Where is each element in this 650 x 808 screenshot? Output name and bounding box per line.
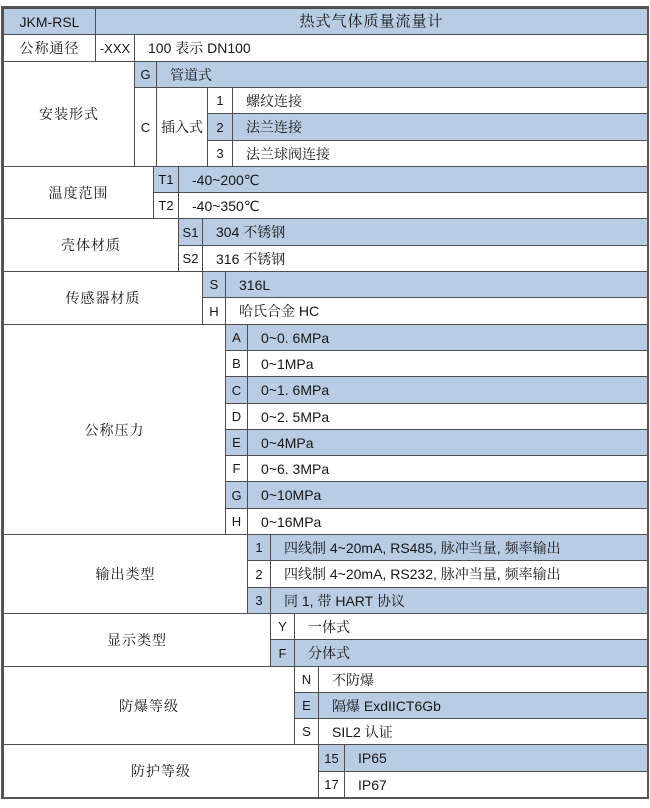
option-code: G — [134, 61, 157, 88]
product-title: 热式气体质量流量计 — [95, 8, 648, 35]
section-temperature-label: 温度范围 — [3, 166, 154, 219]
option-code: B — [225, 350, 248, 377]
section-sensor-material-label: 传感器材质 — [3, 271, 203, 325]
option-code: E — [225, 429, 248, 456]
option-code: S2 — [178, 245, 203, 272]
option-desc: 四线制 4~20mA, RS485, 脉冲当量, 频率输出 — [270, 534, 648, 561]
option-code: G — [225, 481, 248, 509]
option-desc: 100 表示 DN100 — [134, 34, 648, 62]
model-code-cell: JKM-RSL — [3, 8, 96, 35]
section-output-label: 输出类型 — [3, 534, 248, 614]
option-desc: 0~1. 6MPa — [247, 376, 648, 404]
option-desc: 0~4MPa — [247, 429, 648, 456]
option-desc: 隔爆 ExdIICT6Gb — [318, 692, 648, 719]
option-code: 15 — [318, 744, 345, 772]
option-desc: 不防爆 — [318, 666, 648, 693]
option-code: 1 — [207, 87, 233, 114]
option-desc: 0~2. 5MPa — [247, 403, 648, 430]
option-desc: 0~0. 6MPa — [247, 324, 648, 351]
option-code: T2 — [153, 192, 179, 219]
option-code: F — [270, 639, 295, 667]
section-display-label: 显示类型 — [3, 613, 271, 667]
option-code: T1 — [153, 166, 179, 193]
option-desc: 法兰球阀连接 — [232, 140, 648, 167]
option-code: 2 — [207, 113, 233, 141]
option-desc: IP65 — [344, 744, 648, 772]
option-desc: -40~350℃ — [178, 192, 648, 219]
section-pressure-label: 公称压力 — [3, 324, 226, 535]
option-code: 17 — [318, 771, 345, 798]
option-desc: 螺纹连接 — [232, 87, 648, 114]
insert-type-label: 插入式 — [156, 87, 208, 167]
option-desc: 法兰连接 — [232, 113, 648, 141]
option-code: S — [294, 718, 319, 745]
option-desc: 0~1MPa — [247, 350, 648, 377]
option-desc: 同 1, 带 HART 协议 — [270, 587, 648, 614]
option-desc: -40~200℃ — [178, 166, 648, 193]
option-code: S1 — [178, 218, 203, 246]
option-desc: IP67 — [344, 771, 648, 798]
option-desc: SIL2 认证 — [318, 718, 648, 745]
option-desc: 管道式 — [156, 61, 648, 88]
section-installation-label: 安装形式 — [3, 61, 135, 167]
option-code: C — [134, 87, 157, 167]
section-explosion-proof-label: 防爆等级 — [3, 666, 295, 745]
option-code: H — [225, 508, 248, 535]
option-desc: 一体式 — [294, 613, 648, 640]
option-desc: 四线制 4~20mA, RS232, 脉冲当量, 频率输出 — [270, 560, 648, 588]
option-desc: 哈氏合金 HC — [225, 297, 648, 325]
option-desc: 0~16MPa — [247, 508, 648, 535]
option-code: 3 — [207, 140, 233, 167]
option-desc: 316 不锈钢 — [202, 245, 648, 272]
option-code: E — [294, 692, 319, 719]
option-code: F — [225, 455, 248, 482]
option-code: 1 — [247, 534, 271, 561]
option-code: D — [225, 403, 248, 430]
option-code: H — [202, 297, 226, 325]
option-desc: 0~6. 3MPa — [247, 455, 648, 482]
section-housing-material-label: 壳体材质 — [3, 218, 179, 272]
section-nominal-diameter-label: 公称通径 — [3, 34, 96, 62]
option-desc: 分体式 — [294, 639, 648, 667]
option-code: A — [225, 324, 248, 351]
option-code: N — [294, 666, 319, 693]
option-code: C — [225, 376, 248, 404]
option-code: S — [202, 271, 226, 298]
section-protection-label: 防护等级 — [3, 744, 319, 798]
option-code: -XXX — [95, 34, 135, 62]
option-code: 2 — [247, 560, 271, 588]
option-desc: 304 不锈钢 — [202, 218, 648, 246]
option-code: 3 — [247, 587, 271, 614]
option-desc: 0~10MPa — [247, 481, 648, 509]
option-desc: 316L — [225, 271, 648, 298]
option-code: Y — [270, 613, 295, 640]
